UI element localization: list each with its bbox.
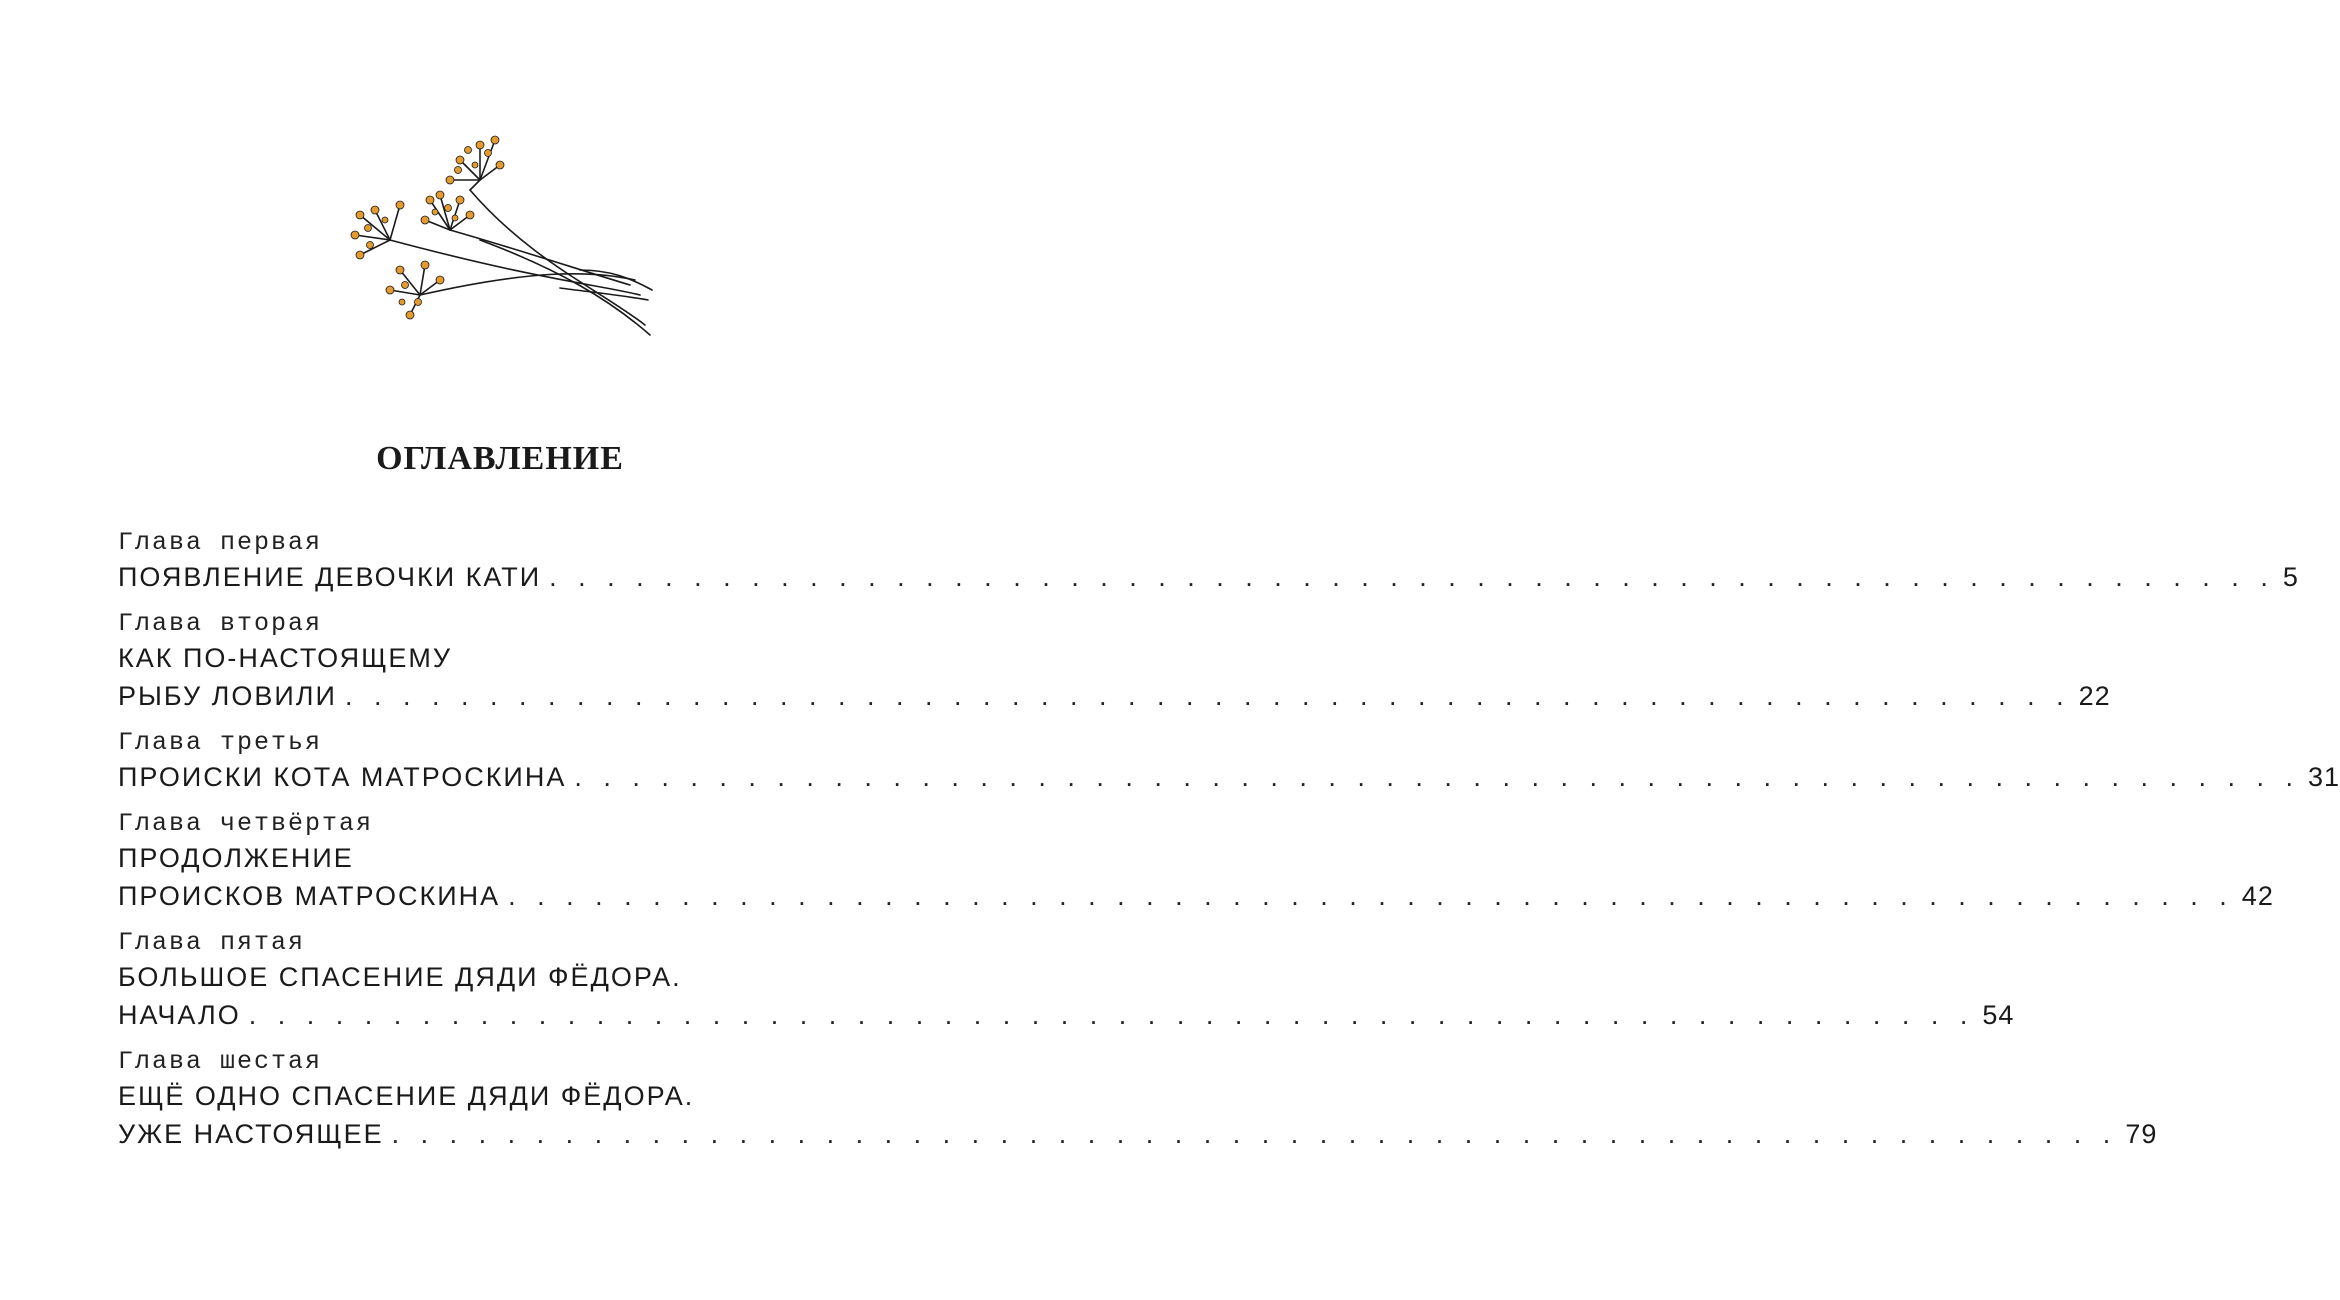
chapter-label: Глава первая	[118, 528, 323, 557]
chapter-title-line: ЕЩЁ ОДНО СПАСЕНИЕ ДЯДИ ФЁДОРА.	[118, 1081, 695, 1111]
dill-sprig-illustration	[330, 120, 670, 350]
chapter-title-line: ПРОДОЛЖЕНИЕ	[118, 843, 354, 873]
toc-entry[interactable]	[118, 728, 2340, 796]
chapter-title-row	[118, 877, 2274, 915]
page-number[interactable]: 42	[2241, 881, 2274, 911]
toc-entry[interactable]	[118, 528, 2299, 596]
toc-entry[interactable]	[118, 1047, 2158, 1153]
page-number[interactable]: 79	[2125, 1119, 2158, 1149]
page-number[interactable]: 54	[1982, 1000, 2015, 1030]
chapter-label: Глава третья	[118, 728, 323, 757]
chapter-title-row	[118, 677, 2111, 715]
table-of-contents	[118, 528, 2340, 1166]
toc-entry[interactable]	[118, 928, 2015, 1034]
chapter-title-line: ПРОИСКИ КОТА МАТРОСКИНА	[118, 762, 567, 792]
chapter-label: Глава вторая	[118, 609, 323, 638]
chapter-title-row	[118, 558, 2299, 596]
chapter-label: Глава четвёртая	[118, 809, 374, 838]
page-number[interactable]: 5	[2282, 562, 2299, 592]
chapter-title-line: КАК ПО-НАСТОЯЩЕМУ	[118, 643, 453, 673]
chapter-title-line: УЖЕ НАСТОЯЩЕЕ	[118, 1119, 384, 1149]
page-number[interactable]: 22	[2078, 681, 2111, 711]
dot-leader: . . . . . . . . . . . . . . . . . . . . . . . . . . . . . . . . . . . . . . . . . . . . . . . . . . . . . . . . . . . .	[391, 1119, 2118, 1149]
chapter-title-line: НАЧАЛО	[118, 1000, 241, 1030]
chapter-title-row	[118, 996, 2015, 1034]
toc-entry[interactable]	[118, 609, 2111, 715]
dot-leader: . . . . . . . . . . . . . . . . . . . . . . . . . . . . . . . . . . . . . . . . . . . . . . . . . . . . . . . . . . . .	[344, 681, 2071, 711]
page-number[interactable]: 31	[2308, 762, 2340, 792]
chapter-title-line: ПРОИСКОВ МАТРОСКИНА	[118, 881, 501, 911]
chapter-title-row	[118, 1115, 2158, 1153]
dot-leader: . . . . . . . . . . . . . . . . . . . . . . . . . . . . . . . . . . . . . . . . . . . . . . . . . . . . . . . . . . . .	[248, 1000, 1975, 1030]
chapter-label: Глава пятая	[118, 928, 306, 957]
chapter-title-line: ПОЯВЛЕНИЕ ДЕВОЧКИ КАТИ	[118, 562, 542, 592]
chapter-label: Глава шестая	[118, 1047, 323, 1076]
toc-entry[interactable]	[118, 809, 2274, 915]
dot-leader: . . . . . . . . . . . . . . . . . . . . . . . . . . . . . . . . . . . . . . . . . . . . . . . . . . . . . . . . . . . .	[549, 562, 2275, 592]
chapter-title-row	[118, 758, 2340, 796]
dot-leader: . . . . . . . . . . . . . . . . . . . . . . . . . . . . . . . . . . . . . . . . . . . . . . . . . . . . . . . . . . . .	[574, 762, 2301, 792]
chapter-title-line: БОЛЬШОЕ СПАСЕНИЕ ДЯДИ ФЁДОРА.	[118, 962, 682, 992]
dot-leader: . . . . . . . . . . . . . . . . . . . . . . . . . . . . . . . . . . . . . . . . . . . . . . . . . . . . . . . . . . . .	[508, 881, 2234, 911]
page-title: ОГЛАВЛЕНИЕ	[376, 440, 624, 477]
chapter-title-line: РЫБУ ЛОВИЛИ	[118, 681, 337, 711]
